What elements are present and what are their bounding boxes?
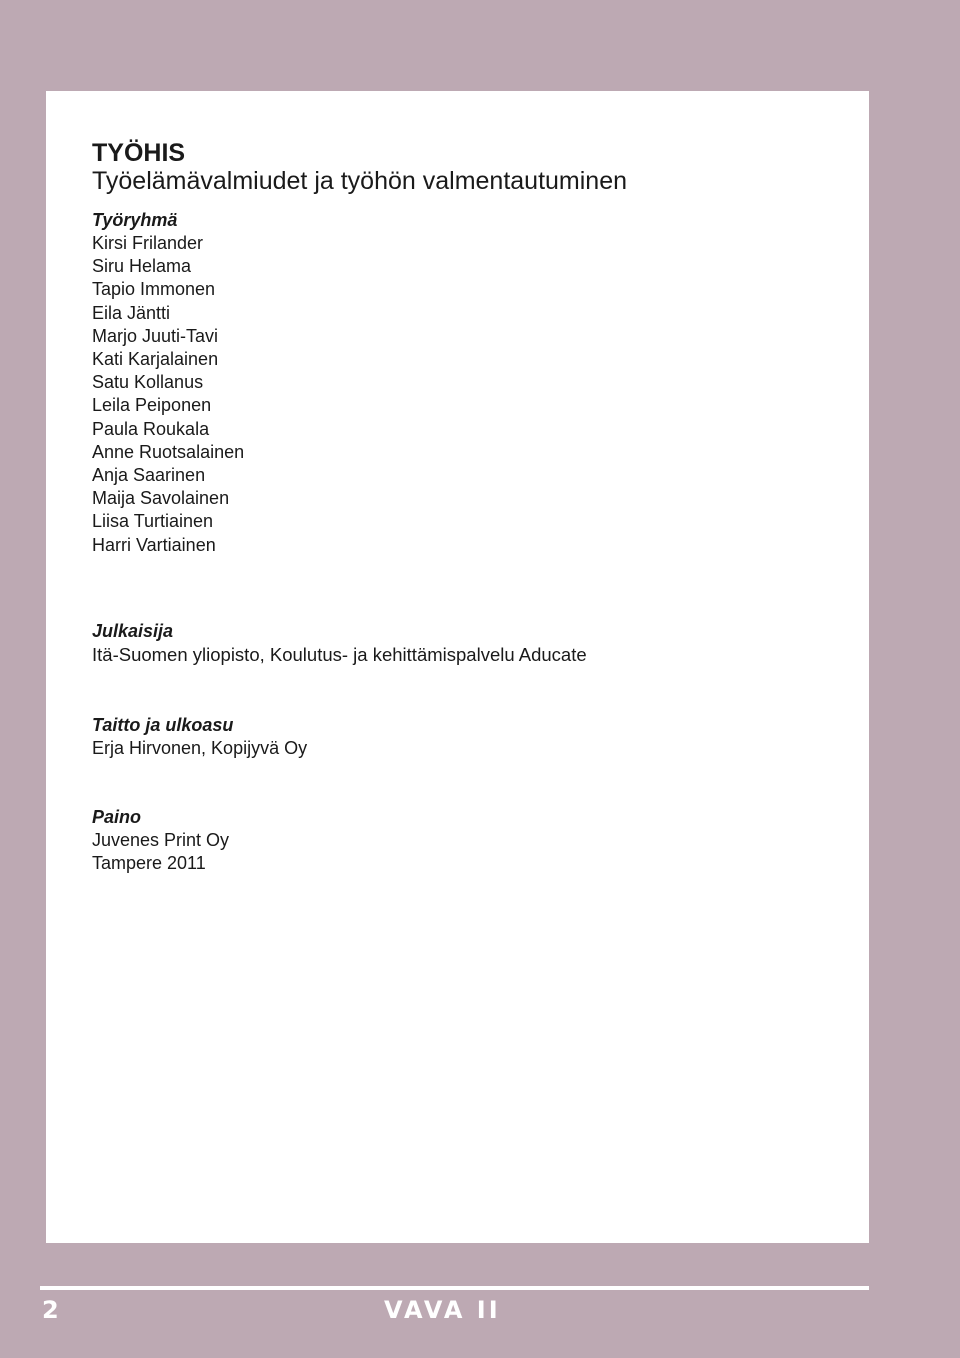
member-name: Eila Jäntti	[92, 302, 171, 323]
member-name: Marjo Juuti-Tavi	[92, 325, 219, 346]
print-place-year: Tampere 2011	[92, 853, 206, 874]
member-name: Anja Saarinen	[92, 465, 206, 486]
layout-section	[92, 714, 627, 760]
printing-heading: Paino	[92, 807, 142, 828]
document-title: TYÖHIS	[92, 139, 186, 167]
publisher-section	[92, 620, 627, 666]
member-name: Paula Roukala	[92, 418, 210, 439]
layout-heading: Taitto ja ulkoasu	[92, 714, 234, 735]
publisher-name: Itä-Suomen yliopisto, Koulutus- ja kehittämispalvelu Aducate	[92, 643, 587, 665]
working-group-section	[92, 209, 627, 557]
member-name: Maija Savolainen	[92, 488, 230, 509]
member-name: Kati Karjalainen	[92, 349, 219, 370]
member-name: Leila Peiponen	[92, 395, 212, 416]
page-number: 2	[42, 1296, 59, 1324]
member-name: Satu Kollanus	[92, 372, 204, 393]
member-name: Kirsi Frilander	[92, 233, 204, 253]
footer-divider	[40, 1286, 869, 1290]
printer-name: Juvenes Print Oy	[92, 830, 230, 851]
colophon	[92, 139, 627, 875]
printing-section	[92, 806, 627, 875]
layout-credit: Erja Hirvonen, Kopijyvä Oy	[92, 737, 308, 758]
member-name: Siru Helama	[92, 256, 192, 277]
working-group-heading: Työryhmä	[92, 210, 178, 230]
document-subtitle: Työelämävalmiudet ja työhön valmentautuminen	[92, 167, 628, 195]
member-name: Anne Ruotsalainen	[92, 441, 245, 462]
series-name: VAVA II	[384, 1296, 501, 1324]
publisher-heading: Julkaisija	[92, 620, 174, 641]
member-name: Harri Vartiainen	[92, 534, 216, 555]
document-page	[46, 91, 869, 1243]
member-name: Tapio Immonen	[92, 279, 216, 300]
member-name: Liisa Turtiainen	[92, 511, 214, 532]
